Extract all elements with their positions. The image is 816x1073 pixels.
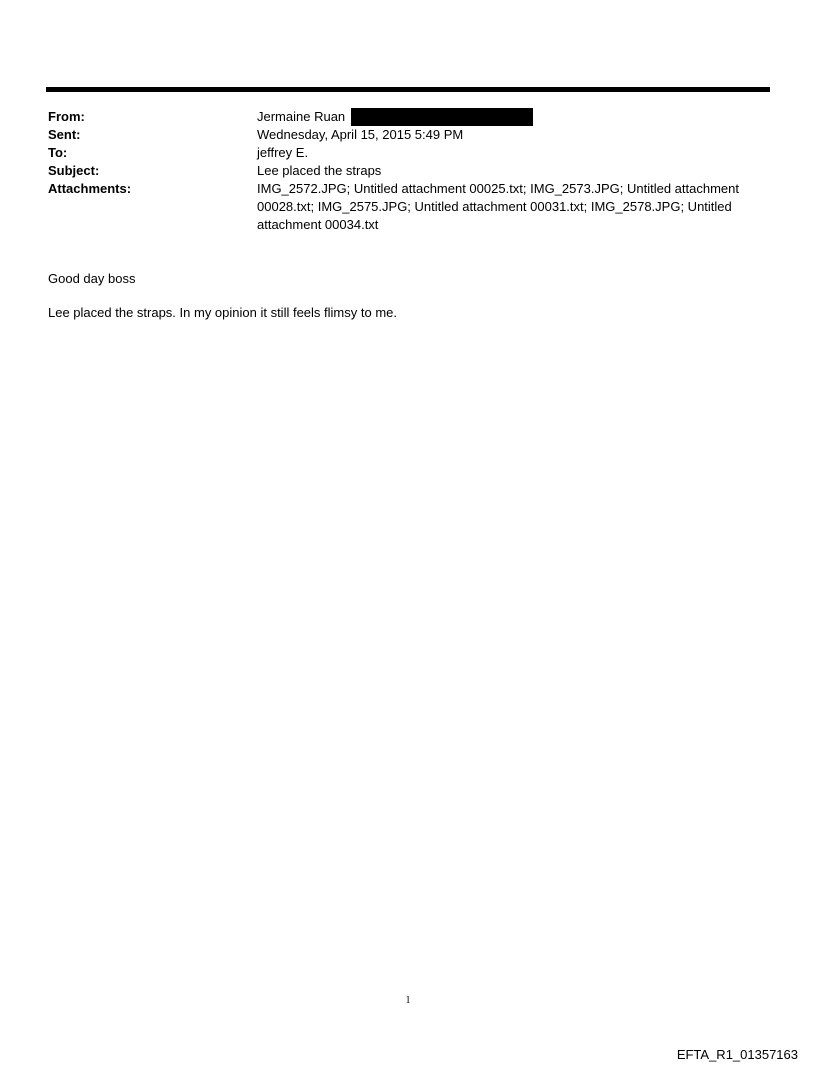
attachments-label: Attachments:: [48, 181, 132, 196]
header-divider: [46, 87, 770, 92]
subject-value: Lee placed the straps: [257, 163, 382, 178]
sent-label: Sent:: [48, 127, 81, 142]
email-body: [48, 270, 768, 338]
greeting: Good day boss: [48, 271, 136, 286]
bates-number: EFTA_R1_01357163: [676, 1047, 798, 1062]
sent-row: [48, 126, 768, 144]
from-row: [48, 108, 768, 126]
from-value: [257, 108, 768, 126]
to-row: [48, 144, 768, 162]
body-paragraph: Lee placed the straps. In my opinion it still feels flimsy to me.: [48, 305, 397, 320]
email-header: [48, 108, 768, 234]
page-number: 1: [405, 995, 411, 1006]
redaction-box: [351, 108, 533, 126]
from-label: From:: [48, 109, 85, 124]
subject-row: [48, 162, 768, 180]
sender-name: Jermaine Ruan: [257, 109, 346, 124]
sent-value: Wednesday, April 15, 2015 5:49 PM: [257, 127, 464, 142]
attachments-value: IMG_2572.JPG; Untitled attachment 00025.txt; IMG_2573.JPG; Untitled attachment 00028.txt; IMG_2575.JPG; Untitled attachment 00031.txt; IMG_2578.JPG; Untitled attachment 00034.txt: [257, 181, 739, 232]
subject-label: Subject:: [48, 163, 100, 178]
to-value: jeffrey E.: [257, 145, 309, 160]
to-label: To:: [48, 145, 68, 160]
attachments-row: [48, 180, 768, 234]
